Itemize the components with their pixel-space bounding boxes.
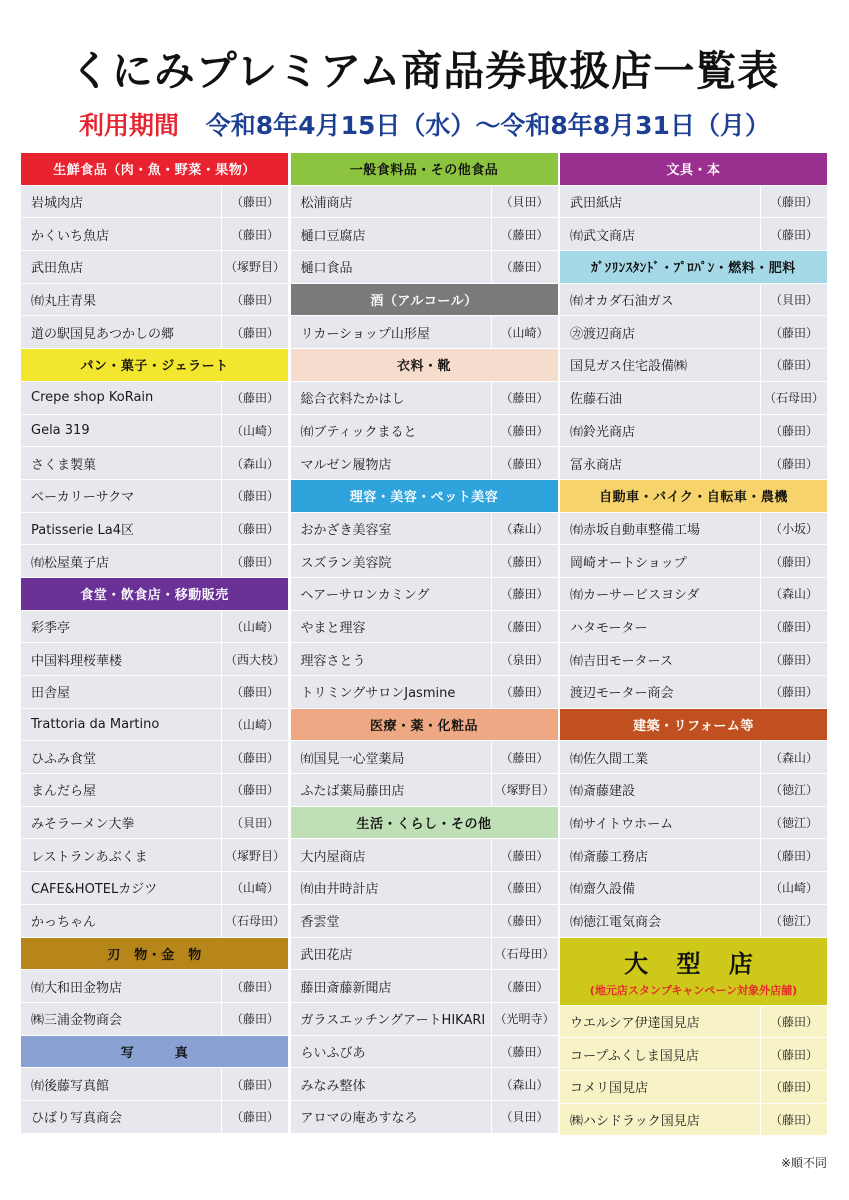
category-header: 生活・くらし・その他 [290,807,559,840]
store-row [290,186,559,219]
store-area: （光明寺） [494,1012,555,1027]
store-row [20,611,289,644]
store-row [559,382,828,415]
store-area: （石母田） [763,391,824,406]
store-area: （藤田） [769,325,818,340]
category-header: 酒（アルコール） [290,284,559,317]
category-header: ｶﾞｿﾘﾝｽﾀﾝﾄﾞ・ﾌﾟﾛﾊﾟﾝ・燃料・肥料 [559,251,828,284]
store-row [559,447,828,480]
store-area: （藤田） [230,685,279,700]
store-name: ㈲武文商店 [560,218,761,250]
store-area: （藤田） [230,489,279,504]
store-area: （藤田） [500,260,549,275]
store-row [20,1003,289,1036]
store-row [290,774,559,807]
store-row [559,284,828,317]
store-row [20,218,289,251]
store-row [290,578,559,611]
category-header: 写 真 [20,1036,289,1069]
store-area: （徳江） [769,816,818,831]
store-name: 国見ガス住宅設備㈱ [560,349,761,381]
store-name: ㈲吉田モータース [560,643,761,675]
store-area: （藤田） [500,619,549,634]
store-name: 岡崎オートショップ [560,545,761,577]
store-area: （森山） [500,521,549,536]
store-row [559,611,828,644]
store-row [559,186,828,219]
store-row [20,676,289,709]
store-name: ㈲佐久間工業 [560,741,761,773]
page-title: くにみプレミアム商品券取扱店一覧表 [69,47,780,95]
store-area: （貝田） [500,1110,549,1125]
store-name: まんだら屋 [21,774,222,806]
store-row [20,970,289,1003]
store-name: ㈲斎藤工務店 [560,839,761,871]
store-name: 冨永商店 [560,447,761,479]
store-area: （藤田） [500,881,549,896]
store-area: （藤田） [230,554,279,569]
store-row [559,905,828,938]
store-row [559,741,828,774]
store-row [290,938,559,971]
large-store-row [559,1071,828,1104]
store-name: ㈲松屋菓子店 [21,545,222,577]
store-row [290,872,559,905]
store-name: コメリ国見店 [560,1071,761,1103]
store-name: 武田花店 [291,938,492,970]
store-name: リカーショップ山形屋 [291,316,492,348]
store-row [559,839,828,872]
store-name: ㈲徳江電気商会 [560,905,761,937]
store-row [20,807,289,840]
store-row [20,513,289,546]
store-area: （森山） [230,456,279,471]
store-row [290,676,559,709]
store-area: （藤田） [769,195,818,210]
store-row [290,1068,559,1101]
period-dates: 令和8年4月15日（水）～令和8年8月31日（月） [205,111,770,140]
store-area: （藤田） [230,1077,279,1092]
store-name: 樋口食品 [291,251,492,283]
store-row [20,316,289,349]
store-area: （藤田） [230,521,279,536]
store-area: （藤田） [230,750,279,765]
store-name: CAFE&HOTELカジツ [21,872,222,904]
store-row [290,611,559,644]
store-area: （塚野目） [224,848,285,863]
store-area: （森山） [500,1077,549,1092]
store-row [290,218,559,251]
store-row [559,415,828,448]
category-header: 刃 物・金 物 [20,938,289,971]
store-area: （山崎） [230,881,279,896]
store-area: （石母田） [224,914,285,929]
store-row [290,1036,559,1069]
store-name: Crepe shop KoRain [21,382,222,414]
store-name: マルゼン履物店 [291,447,492,479]
category-header: 建築・リフォーム等 [559,709,828,742]
category-header: 自動車・バイク・自転車・農機 [559,480,828,513]
store-name: ㈲鈴光商店 [560,415,761,447]
store-area: （山崎） [230,619,279,634]
store-area: （藤田） [500,423,549,438]
large-store-subtitle: (地元店スタンプキャンペーン対象外店舗) [589,984,798,997]
store-area: （石母田） [494,946,555,961]
store-name: みそラーメン大拳 [21,807,222,839]
store-column [290,153,559,1136]
store-row [20,415,289,448]
store-row [290,1003,559,1036]
store-area: （藤田） [769,848,818,863]
store-area: （藤田） [230,1110,279,1125]
store-area: （小坂） [769,521,818,536]
store-row [20,643,289,676]
large-store-header [559,938,828,1006]
store-row [559,316,828,349]
store-name: 総合衣料たかはし [291,382,492,414]
store-area: （藤田） [769,1080,818,1095]
store-area: （藤田） [230,391,279,406]
store-area: （森山） [769,750,818,765]
store-row [559,578,828,611]
store-row [559,872,828,905]
store-area: （藤田） [769,619,818,634]
store-area: （貝田） [769,293,818,308]
large-store-row [559,1006,828,1039]
store-row [559,349,828,382]
store-row [559,218,828,251]
store-area: （藤田） [769,1112,818,1127]
store-name: Patisserie La4区 [21,513,222,545]
store-name: ㈲齋久設備 [560,872,761,904]
store-name: 松浦商店 [291,186,492,218]
store-area: （山崎） [230,718,279,733]
store-row [290,839,559,872]
store-name: 渡辺モーター商会 [560,676,761,708]
store-name: 武田魚店 [21,251,222,283]
store-area: （藤田） [500,554,549,569]
store-area: （徳江） [769,914,818,929]
footnote: ※順不同 [780,1156,827,1170]
store-area: （山崎） [500,325,549,340]
store-name: かくいち魚店 [21,218,222,250]
store-area: （貝田） [500,195,549,210]
category-header: 食堂・飲食店・移動販売 [20,578,289,611]
category-header: 生鮮食品（肉・魚・野菜・果物） [20,153,289,186]
store-name: Gela 319 [21,415,222,447]
store-area: （藤田） [769,227,818,242]
store-name: ㈱三浦金物商会 [21,1003,222,1035]
store-area: （藤田） [769,358,818,373]
store-row [20,741,289,774]
store-name: 香雲堂 [291,905,492,937]
store-name: ㈱ハシドラック国見店 [560,1104,761,1136]
store-name: ㈲カーサービスヨシダ [560,578,761,610]
store-name: ㋕渡辺商店 [560,316,761,348]
store-name: 彩季亭 [21,611,222,643]
store-name: みなみ整体 [291,1068,492,1100]
store-row [20,382,289,415]
store-name: やまと理容 [291,611,492,643]
store-row [290,1101,559,1134]
store-name: ㈲後藤写真館 [21,1068,222,1100]
store-name: ㈲大和田金物店 [21,970,222,1002]
store-name: 田舎屋 [21,676,222,708]
store-name: ㈲国見一心堂薬局 [291,741,492,773]
store-row [290,447,559,480]
store-name: アロマの庵あすなろ [291,1101,492,1133]
store-row [559,513,828,546]
store-name: 理容さとう [291,643,492,675]
store-name: スズラン美容院 [291,545,492,577]
store-area: （藤田） [500,456,549,471]
store-row [20,545,289,578]
store-name: らいふびあ [291,1036,492,1068]
store-name: ふたば薬局藤田店 [291,774,492,806]
store-row [20,1101,289,1134]
store-area: （藤田） [769,423,818,438]
category-header: 医療・薬・化粧品 [290,709,559,742]
store-name: 藤田斎藤新聞店 [291,970,492,1002]
store-area: （藤田） [500,391,549,406]
store-name: ひばり写真商会 [21,1101,222,1133]
store-row [290,415,559,448]
store-area: （藤田） [230,325,279,340]
store-area: （藤田） [230,1012,279,1027]
store-area: （藤田） [500,750,549,765]
store-name: Trattoria da Martino [21,709,222,741]
store-name: トリミングサロンJasmine [291,676,492,708]
store-area: （藤田） [500,587,549,602]
store-area: （藤田） [230,293,279,308]
store-row [20,774,289,807]
store-row [559,545,828,578]
store-area: （森山） [769,587,818,602]
store-area: （藤田） [769,1014,818,1029]
period-label: 利用期間 [79,111,180,140]
store-row [559,807,828,840]
store-row [290,382,559,415]
store-name: ウエルシア伊達国見店 [560,1006,761,1038]
category-header: 衣料・靴 [290,349,559,382]
store-row [20,839,289,872]
store-name: ㈲丸庄青果 [21,284,222,316]
store-name: 武田紙店 [560,186,761,218]
store-name: ㈲斎藤建設 [560,774,761,806]
usage-period [0,106,849,142]
store-row [290,970,559,1003]
store-row [290,316,559,349]
store-area: （藤田） [769,652,818,667]
store-area: （山崎） [769,881,818,896]
category-header: 一般食料品・その他食品 [290,153,559,186]
store-area: （藤田） [230,783,279,798]
store-row [290,513,559,546]
store-row [20,905,289,938]
store-name: 道の駅国見あつかしの郷 [21,316,222,348]
category-header: パン・菓子・ジェラート [20,349,289,382]
large-store-title: 大 型 店 [624,950,763,978]
store-name: 岩城肉店 [21,186,222,218]
store-name: ㈲オカダ石油ガス [560,284,761,316]
store-area: （塚野目） [494,783,555,798]
store-area: （藤田） [769,1047,818,1062]
store-name: 大内屋商店 [291,839,492,871]
store-name: ㈲ブティックまると [291,415,492,447]
store-row [20,872,289,905]
store-name: コープふくしま国見店 [560,1038,761,1070]
store-name: ㈲由井時計店 [291,872,492,904]
store-name: かっちゃん [21,905,222,937]
store-name: おかざき美容室 [291,513,492,545]
store-row [20,186,289,219]
store-name: ガラスエッチングアートHIKARI [291,1003,492,1035]
store-area: （藤田） [500,914,549,929]
store-name: ヘアーサロンカミング [291,578,492,610]
store-name: ひふみ食堂 [21,741,222,773]
store-area: （藤田） [500,848,549,863]
store-name: ベーカリーサクマ [21,480,222,512]
store-area: （貝田） [230,816,279,831]
store-name: レストランあぶくま [21,839,222,871]
large-store-row [559,1038,828,1071]
store-area: （藤田） [230,195,279,210]
store-area: （藤田） [500,227,549,242]
large-store-row [559,1104,828,1137]
store-area: （西大枝） [224,652,285,667]
store-row [290,545,559,578]
store-area: （藤田） [769,554,818,569]
store-row [559,774,828,807]
category-header: 理容・美容・ペット美容 [290,480,559,513]
store-row [290,905,559,938]
store-row [20,251,289,284]
store-area: （泉田） [500,652,549,667]
store-area: （藤田） [769,456,818,471]
store-area: （藤田） [500,685,549,700]
store-column [20,153,289,1136]
store-area: （藤田） [230,227,279,242]
store-area: （塚野目） [224,260,285,275]
store-row [290,643,559,676]
store-column [559,153,828,1136]
store-area: （山崎） [230,423,279,438]
store-name: ㈲赤坂自動車整備工場 [560,513,761,545]
store-row [20,284,289,317]
store-name: ハタモーター [560,611,761,643]
store-row [559,643,828,676]
store-area: （藤田） [230,979,279,994]
store-name: 佐藤石油 [560,382,761,414]
store-area: （藤田） [500,979,549,994]
store-name: 樋口豆腐店 [291,218,492,250]
store-row [290,741,559,774]
store-area: （藤田） [769,685,818,700]
category-header: 文具・本 [559,153,828,186]
store-name: 中国料理桜華楼 [21,643,222,675]
store-row [290,251,559,284]
store-row [20,480,289,513]
store-list-grid [20,153,828,1136]
store-row [559,676,828,709]
store-row [20,447,289,480]
store-area: （藤田） [500,1044,549,1059]
store-name: さくま製菓 [21,447,222,479]
store-name: ㈲サイトウホーム [560,807,761,839]
store-row [20,709,289,742]
store-row [20,1068,289,1101]
store-area: （徳江） [769,783,818,798]
